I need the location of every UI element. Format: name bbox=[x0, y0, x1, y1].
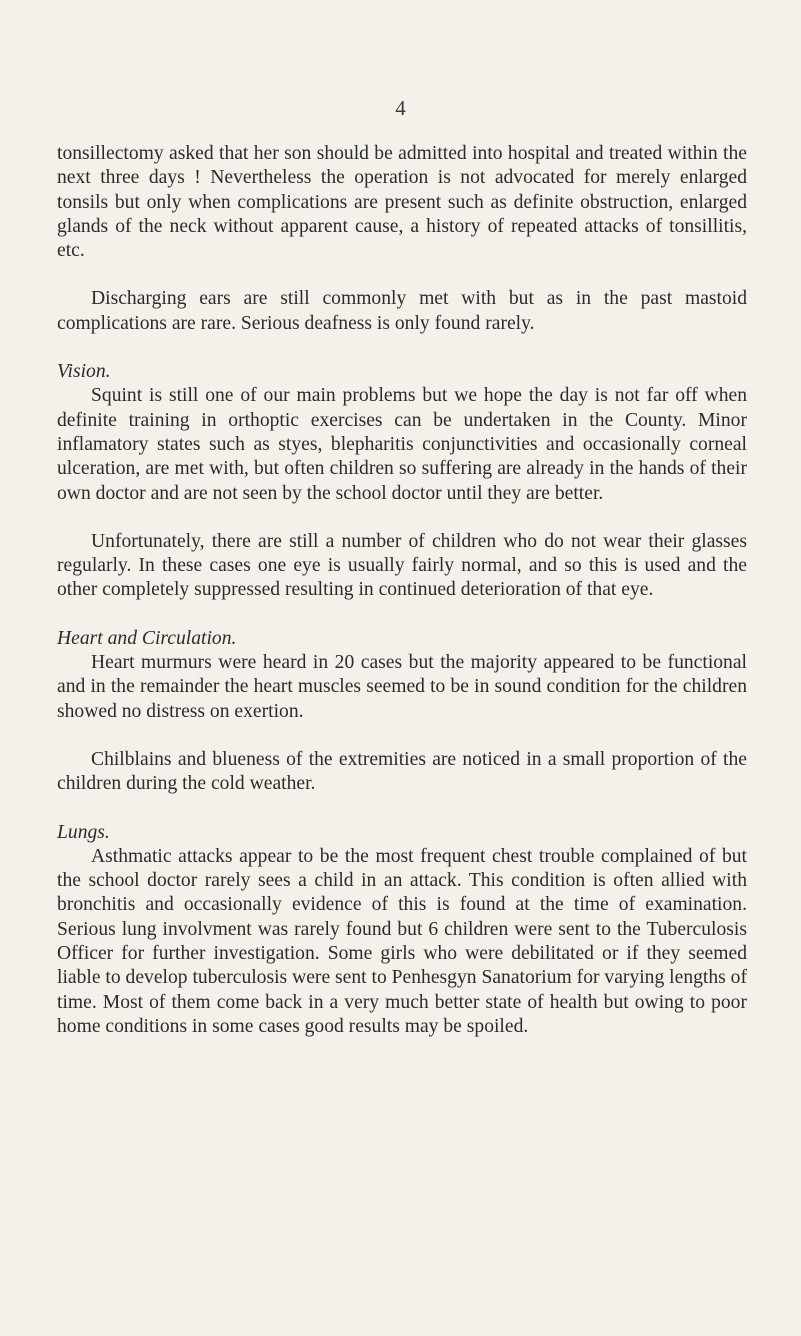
paragraph-tonsillectomy: tonsillectomy asked that her son should be admitted into hospital and treated within the next three days ! Nevertheless the operation is not advocated for merely enlarged tonsils but only when complications are present such as definite obstruction, enlarged glands of the neck without apparent cause, a history of repeated attacks of tonsillitis, etc. bbox=[57, 143, 747, 262]
section-vision bbox=[57, 360, 747, 603]
paragraph-discharging-ears: Discharging ears are still commonly met with but as in the past mastoid complications are rare. Serious deafness is only found rarely. bbox=[57, 288, 747, 334]
paragraph-chilblains: Chilblains and blueness of the extremities are noticed in a small proportion of the children during the cold weather. bbox=[57, 748, 747, 795]
paragraph-glasses: Unfortunately, there are still a number of children who do not wear their glasses regularly. In these cases one eye is usually fairly normal, and so this is used and the other completely suppressed resulting in continued deterioration of that eye. bbox=[57, 530, 747, 601]
section-lungs bbox=[57, 821, 747, 1040]
document-body bbox=[57, 142, 747, 1039]
section-heading-lungs: Lungs. bbox=[57, 821, 110, 843]
section-heading-heart-circulation: Heart and Circulation. bbox=[57, 627, 237, 649]
page-number: 4 bbox=[395, 96, 406, 120]
paragraph-squint: Squint is still one of our main problems but we hope the day is not far off when definite training in orthoptic exercises can be undertaken in the County. Minor inflamatory states such as styes, blepharitis conjunctivities and occasionally corneal ulceration, are met with, but often children so suffering are already in the hands of their own doctor and are not seen by the school doctor until they are better. bbox=[57, 385, 747, 504]
section-heading-vision: Vision. bbox=[57, 361, 111, 383]
paragraph-asthmatic-attacks: Asthmatic attacks appear to be the most frequent chest trouble complained of but the school doctor rarely sees a child in an attack. This condition is often allied with bronchitis and occasionally evidence of this is found at the time of examination. Serious lung involvment was rarely found but 6 children were sent to the Tuberculosis Officer for further investigation. Some girls who were debilitated or if they seemed liable to develop tuberculosis were sent to Penhesgyn Sanatorium for varying lengths of time. Most of them come back in a very much better state of health but owing to poor home conditions in some cases good results may be spoiled. bbox=[57, 845, 747, 1037]
paragraph-heart-murmurs: Heart murmurs were heard in 20 cases but the majority appeared to be functional and in the remainder the heart muscles seemed to be in sound condition for the children showed no distress on exertion. bbox=[57, 652, 747, 722]
section-heart-circulation bbox=[57, 627, 747, 797]
